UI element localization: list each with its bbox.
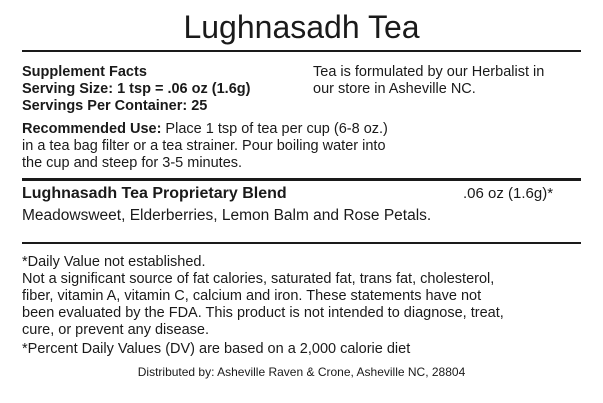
recommended-use-line-3: the cup and steep for 3-5 minutes.: [22, 155, 243, 171]
servings-per-container: Servings Per Container: 25: [22, 98, 208, 114]
blend-ingredients: Meadowsweet, Elderberries, Lemon Balm and Rose Petals.: [22, 207, 432, 224]
blend-bottom-divider: [22, 242, 581, 244]
recommended-use-line-2: in a tea bag filter or a tea strainer. Pour boiling water into: [22, 138, 386, 154]
product-title: Lughnasadh Tea: [183, 9, 420, 45]
recommended-use-line-1: Place 1 tsp of tea per cup (6-8 oz.): [161, 121, 388, 137]
disclaimer-line-4: cure, or prevent any disease.: [22, 322, 209, 338]
disclaimer-line-3: been evaluated by the FDA. This product is not intended to diagnose, treat,: [22, 305, 504, 321]
serving-size: Serving Size: 1 tsp = .06 oz (1.6g): [22, 81, 251, 97]
recommended-use: [22, 121, 492, 172]
title-divider: [22, 50, 581, 52]
percent-daily-value-note: *Percent Daily Values (DV) are based on a 2,000 calorie diet: [22, 341, 411, 357]
disclaimer-line-1: Not a significant source of fat calories, saturated fat, trans fat, cholesterol,: [22, 271, 495, 287]
blend-name: Lughnasadh Tea Proprietary Blend: [22, 185, 287, 202]
herbalist-note-line-2: our store in Asheville NC.: [313, 81, 476, 97]
herbalist-note-line-1: Tea is formulated by our Herbalist in: [313, 64, 545, 80]
distributor-line: Distributed by: Asheville Raven & Crone, Asheville NC, 28804: [137, 365, 466, 379]
daily-value-note: *Daily Value not established.: [22, 254, 206, 270]
supplement-facts-heading: Supplement Facts: [22, 64, 147, 80]
blend-top-divider: [22, 178, 581, 181]
disclaimer-line-2: fiber, vitamin A, vitamin C, calcium and iron. These statements have not: [22, 288, 482, 304]
blend-amount: .06 oz (1.6g)*: [463, 185, 554, 202]
recommended-use-label: Recommended Use:: [22, 121, 162, 137]
